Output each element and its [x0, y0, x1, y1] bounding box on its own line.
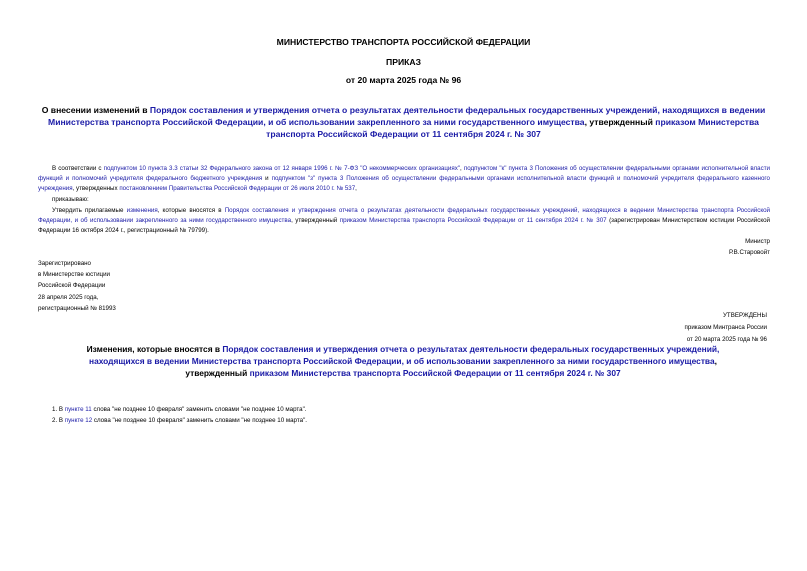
preamble-text: В соответствии с — [52, 165, 104, 172]
approval-line: от 20 марта 2025 года № 96 — [686, 336, 767, 344]
registration-line: 28 апреля 2025 года, — [38, 293, 99, 301]
approve-text: (зарегистрирован Министерством юстиции Российской Федерации 16 октября 2024 г., регистрационный № 79799). — [38, 217, 770, 235]
preamble-text: и — [262, 175, 272, 183]
link-subparagraph-k[interactable]: подпунктом "к" пункта 3 Положения об осуществлении федеральными органами исполнительной власти функций и полномочий учредителя федерального бюджетного учреждения — [38, 165, 770, 183]
link-federal-law[interactable]: подпунктом 10 пункта 3.3 статьи 32 Федерального закона от 12 января 1996 г. № 7-ФЗ "О некоммерческих организациях" — [103, 165, 461, 172]
order-word: приказываю: — [52, 196, 89, 203]
link-point-11[interactable]: пункте 11 — [64, 406, 92, 413]
registration-line: регистрационный № 81993 — [38, 304, 116, 312]
title-prefix: О внесении изменений в — [41, 105, 150, 115]
changes-title-link-procedure[interactable]: Порядок составления и утверждения отчета о результатах деятельности федеральных государственных учреждений, находящихся в ведении Министерства транспорта Российской Федерации, и об использовании закрепленного за ними государственного имущества — [89, 344, 720, 366]
title-mid: , утвержденный — [584, 117, 656, 127]
link-procedure[interactable]: Порядок составления и утверждения отчета о результатах деятельности федеральных государственных учреждений, находящихся в ведении Министерства транспорта Российской Федерации, и об использовании закрепленного за ними государственного имущества — [38, 207, 770, 225]
approval-line: УТВЕРЖДЕНЫ — [723, 312, 767, 319]
document-title — [38, 104, 769, 140]
registration-line: в Министерстве юстиции — [38, 271, 111, 279]
registration-line: Российской Федерации — [38, 282, 106, 290]
registration-line: Зарегистрировано — [38, 260, 91, 267]
approve-text: , которые вносятся в — [157, 207, 225, 214]
changes-title-prefix: Изменения, которые вносятся в — [86, 344, 223, 354]
title-link-procedure[interactable]: Порядок составления и утверждения отчета о результатах деятельности федеральных государственных учреждений, находящихся в ведении Министерства транспорта Российской Федерации, и об использовании закрепленного за ними государственного имущества — [48, 105, 766, 127]
document-date-number: от 20 марта 2025 года № 96 — [345, 75, 462, 85]
changes-title — [58, 343, 748, 379]
signature-name: Р.В.Старовойт — [728, 249, 770, 256]
title-link-order[interactable]: приказом Министерства транспорта Российской Федерации от 11 сентября 2024 г. № 307 — [266, 117, 759, 139]
change-item-text: 2. В — [52, 417, 65, 424]
document-type: ПРИКАЗ — [386, 57, 421, 67]
approve-text: , утвержденный — [291, 217, 340, 225]
approve-text: Утвердить прилагаемые — [52, 207, 127, 214]
preamble-text: , — [460, 165, 464, 172]
preamble-text: , — [355, 185, 357, 193]
registration-block — [38, 259, 288, 314]
changes-title-mid: , утвержденный — [185, 356, 717, 378]
ministry-heading: МИНИСТЕРСТВО ТРАНСПОРТА РОССИЙСКОЙ ФЕДЕРАЦИИ — [276, 37, 531, 47]
changes-title-link-order[interactable]: приказом Министерства транспорта Российской Федерации от 11 сентября 2024 г. № 307 — [249, 368, 621, 378]
change-item — [52, 416, 752, 426]
signature-position: Министр — [745, 238, 770, 245]
change-item — [52, 405, 752, 415]
preamble-text: , утвержденных — [72, 185, 120, 193]
link-government-decree[interactable]: постановлением Правительства Российской Федерации от 26 июля 2010 г. № 537 — [119, 185, 356, 193]
change-item-text: 1. В — [52, 406, 65, 413]
approve-paragraph — [38, 206, 770, 237]
link-order-307[interactable]: приказом Министерства транспорта Российской Федерации от 11 сентября 2024 г. № 307 — [339, 217, 607, 225]
preamble-paragraph — [38, 164, 770, 195]
approval-line: приказом Минтранса России — [684, 324, 767, 332]
link-changes[interactable]: изменения — [126, 207, 158, 214]
change-item-text: слова "не позднее 10 февраля" заменить словами "не позднее 10 марта". — [92, 417, 307, 424]
change-item-text: слова "не позднее 10 февраля" заменить словами "не позднее 10 марта". — [91, 406, 307, 413]
link-point-12[interactable]: пункте 12 — [64, 417, 93, 424]
approval-block — [470, 311, 767, 346]
link-subparagraph-z[interactable]: подпунктом "з" пункта 3 Положения об осуществлении федеральными органами исполнительной власти функций и полномочий учредителя федерального казенного учреждения — [38, 175, 770, 193]
